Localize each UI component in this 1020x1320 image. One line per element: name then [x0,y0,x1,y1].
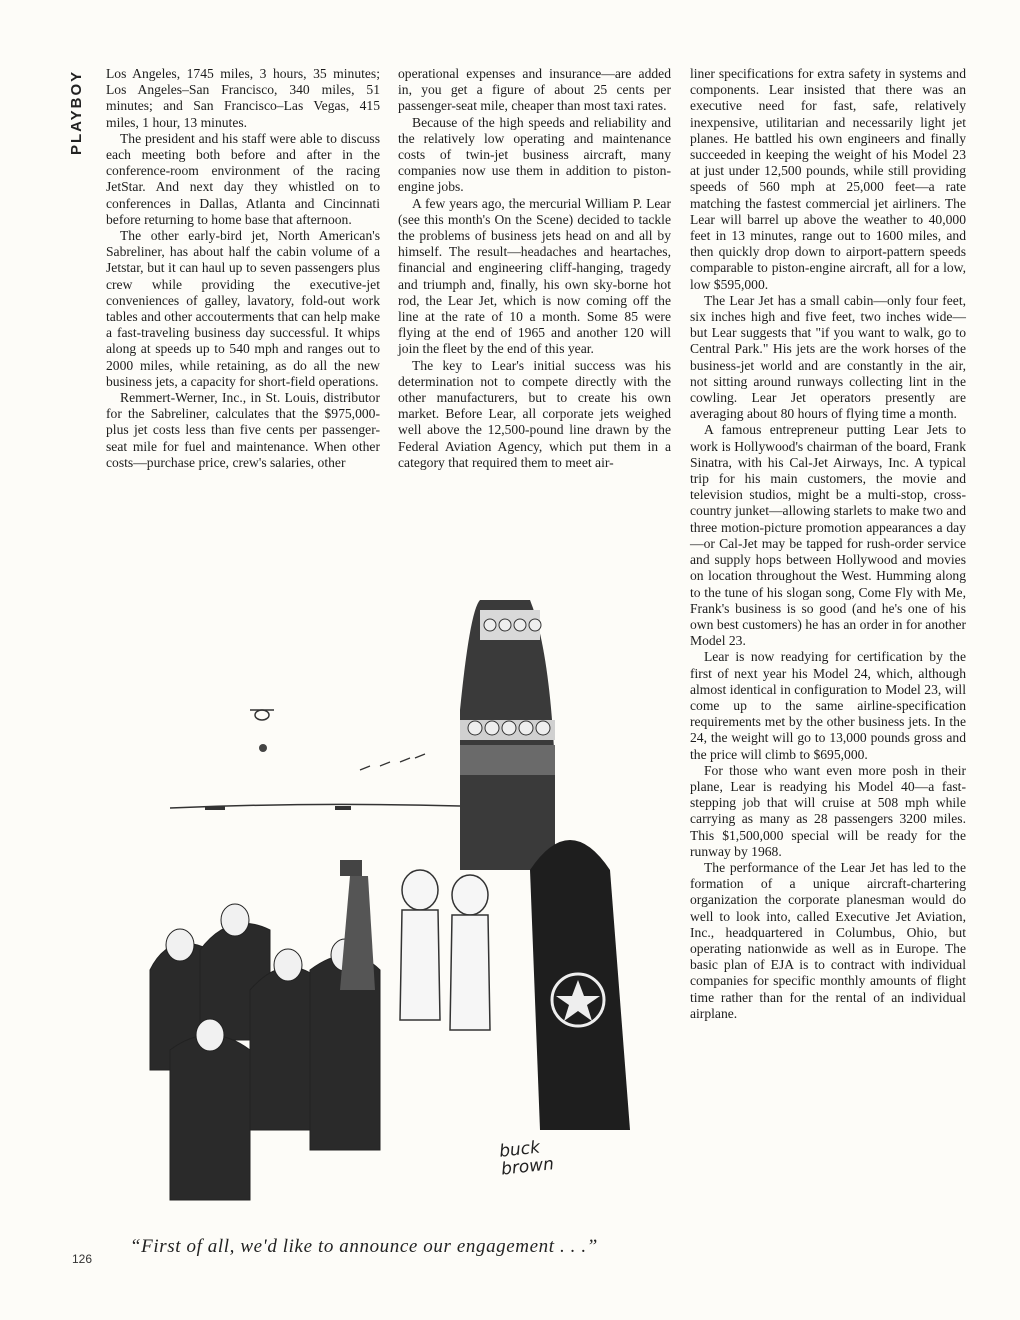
paragraph: Lear is now readying for certification by the first of next year his Model 24, which, although almost identical in configuration to Model 23, will come up to the same airline-specification requirements met by the other business jets. In the 24, the weight will go to 13,000 pounds gross and the price will climb to $695,000. [690,649,966,762]
paragraph: Remmert-Werner, Inc., in St. Louis, distributor for the Sabreliner, calculates that the $975,000-plus jet costs less than five cents per passenger-seat mile for fuel and maintenance. When other costs—purchase price, crew's salaries, other [106,390,380,470]
paragraph: Los Angeles, 1745 miles, 3 hours, 35 minutes; Los Angeles–San Francisco, 340 miles, 51 minutes; and San Francisco–Las Vegas, 415 miles, 1 hour, 13 minutes. [106,66,380,130]
page-number: 126 [72,1252,93,1266]
cartoon-drawing [110,570,670,1220]
paragraph: The president and his staff were able to discuss each meeting both before and after in the conference-room environment of the racing JetStar. And next day they whistled on to conferences in Dallas, Atlanta and Cincinnati before returning to home base that afternoon. [106,130,380,227]
cartoon-signature: buck brown [498,1137,555,1180]
paragraph: operational expenses and insurance—are added in, you get a figure of about 25 cents per passenger-seat mile, cheaper than most taxi rates. [398,66,671,114]
paragraph: The Lear Jet has a small cabin—only four feet, six inches high and five feet, two inches wide—but Lear suggests that "if you want to walk, go to Central Park." His jets are the work horses of the business-jet world and are constantly in the air, not sitting around runways collecting lint in the cowling. Lear Jet operators presently are averaging about 80 hours of flying time a month. [690,292,966,422]
magazine-name: PLAYBOY [68,70,85,156]
paragraph: The key to Lear's initial success was his determination not to compete directly with the other manufacturers, but to create his own market. Before Lear, all corporate jets weighed well above the 12,500-pound line drawn by the Federal Aviation Agency, which put them in a category that required them to meet air- [398,357,671,470]
paragraph: Because of the high speeds and reliability and the relatively low operating and maintenance costs of twin-jet business aircraft, many companies now use them in addition to piston-engine jobs. [398,114,671,195]
article-column-1 [106,66,380,471]
article-column-3 [690,66,966,1022]
paragraph: A famous entrepreneur putting Lear Jets to work is Hollywood's chairman of the board, Frank Sinatra, with his Cal-Jet Airways, Inc. A typical trip for his main customers, the movie and television studios, might be a multi-stop, cross-country junket—allowing starlets to make two and three motion-picture promotion appearances a day—or Cal-Jet may be tapped for rush-order service and supply hops between Hollywood and movies on location throughout the West. Humming along to the tune of his slogan song, Come Fly with Me, Frank's business is so good (and he's one of his own best customers) he has an order in for another Model 23. [690,422,966,649]
paragraph: For those who want even more posh in their plane, Lear is readying his Model 40—a fast-stepping job that will cruise at 508 mph while carrying as many as 28 passengers 3200 miles. This $1,500,000 special will be ready for the runway by 1968. [690,762,966,859]
article-column-2 [398,66,671,471]
cartoon-caption: “First of all, we'd like to announce our engagement . . .” [130,1236,598,1257]
paragraph: A few years ago, the mercurial William P. Lear (see this month's On the Scene) decided to tackle the problems of business jets head on and all by himself. The result—headaches and heartaches, financial and engineering cliff-hanging, tragedy and triumph and, finally, his own sky-borne hot rod, the Lear Jet, which is now coming off the line at the rate of 10 a month. Some 85 were flying at the end of 1965 and another 120 will join the fleet by the end of this year. [398,195,671,357]
paragraph: The performance of the Lear Jet has led to the formation of a unique aircraft-chartering organization the corporate planesman would do well to look into, called Executive Jet Aviation, Inc., headquartered in Columbus, Ohio, but operating nationwide as well as in Europe. The basic plan of EJA is to contract with individual companies for specific monthly amounts of flight time rather than for the rental of an individual airplane. [690,859,966,1021]
paragraph: The other early-bird jet, North American's Sabreliner, has about half the cabin volume of a Jetstar, but it can haul up to seven passengers plus crew while providing the executive-jet conveniences of galley, lavatory, fold-out work tables and other accouterments that can help make a fast-traveling business day successful. It whips along at speeds up to 540 mph and ranges out to 2000 miles, while retaining, as do all the new business jets, a capacity for short-field operations. [106,228,380,389]
cartoon-illustration [110,570,670,1220]
paragraph: liner specifications for extra safety in systems and components. Lear insisted that there was an executive need for fast, safe, relatively inexpensive, utilitarian and necessarily light jet planes. He battled his own engineers and finally succeeded in keeping the weight of his Model 23 at just under 12,500 pounds, while still providing speeds of 560 mph at 25,000 feet—a rate matching the fastest commercial jet airliners. The Lear will barrel up above the weather to 40,000 feet in 13 minutes, range out to 1600 miles, and then quickly drop down to airport-pattern speeds comparable to piston-engine aircraft, all for a low, low $595,000. [690,66,966,292]
